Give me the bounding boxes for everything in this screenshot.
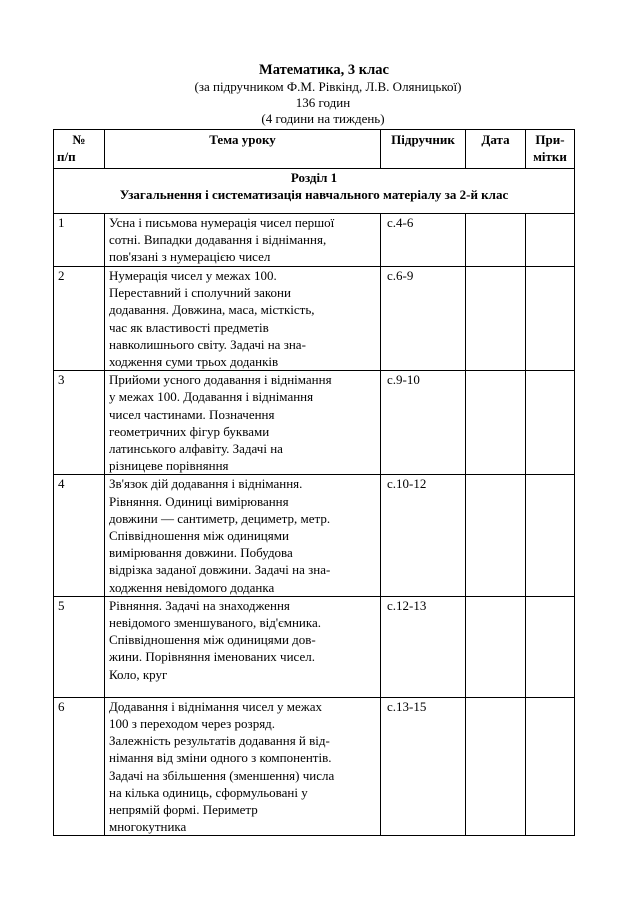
document-header [0, 62, 638, 127]
lesson-notes [526, 267, 575, 371]
lesson-topic-line: німання від зміни одного з компонентів. [109, 750, 332, 766]
column-header-number-line1: № [72, 132, 86, 147]
lesson-textbook-pages: с.4-6 [381, 214, 466, 267]
lesson-topic-line: непрямій формі. Периметр [109, 802, 258, 818]
lesson-date [466, 475, 526, 596]
lesson-plan-table [53, 129, 575, 836]
lesson-topic-line: у межах 100. Додавання і віднімання [109, 389, 314, 405]
lesson-topic-line: довжини — сантиметр, дециметр, метр. [109, 510, 331, 526]
lesson-notes [526, 214, 575, 267]
lesson-topic-line: геометричних фігур буквами [109, 423, 270, 439]
hours-per-week: (4 години на тиждень) [261, 111, 385, 126]
lesson-topic-line: Нумерація чисел у межах 100. [109, 268, 277, 283]
lesson-topic [105, 371, 381, 475]
lesson-date [466, 371, 526, 475]
column-header-notes [526, 130, 575, 169]
section-title: Розділ 1 [290, 170, 338, 185]
section-subtitle: Узагальнення і систематизація навчального матеріалу за 2-й клас [119, 187, 509, 203]
lesson-topic-line: відрізка заданої довжини. Задачі на зна- [109, 562, 331, 578]
table-header-row [54, 130, 575, 169]
table-row [54, 267, 575, 371]
lesson-date [466, 596, 526, 697]
column-header-number-line2: п/п [57, 149, 76, 164]
section-heading [54, 169, 575, 214]
column-header-notes-line2: мітки [533, 149, 567, 164]
lesson-topic-line: Усна і письмова нумерація чисел першої [109, 215, 335, 230]
lesson-topic-line: Зв'язок дій додавання і віднімання. [109, 476, 303, 492]
lesson-number: 2 [54, 267, 105, 371]
lesson-topic-line: невідомого зменшуваного, від'ємника. [109, 615, 322, 631]
column-header-number [54, 130, 105, 169]
lesson-number: 5 [54, 596, 105, 697]
column-header-notes-line1: При- [535, 132, 565, 147]
lesson-topic-line: латинського алфавіту. Задачі на [109, 441, 283, 457]
lesson-topic-line: Залежність результатів додавання й від- [109, 733, 330, 749]
lesson-date [466, 697, 526, 836]
lesson-topic [105, 267, 381, 371]
lesson-topic-line: Задачі на збільшення (зменшення) числа [109, 767, 335, 783]
lesson-topic-line: Рівняння. Задачі на знаходження [109, 597, 290, 613]
lesson-textbook-pages: с.9-10 [381, 371, 466, 475]
lesson-topic-line: пов'язані з нумерацією чисел [109, 249, 271, 265]
lesson-notes [526, 596, 575, 697]
lesson-topic-line: чисел частинами. Позначення [109, 406, 275, 422]
lesson-number: 6 [54, 697, 105, 836]
textbook-reference: (за підручником Ф.М. Рівкінд, Л.В. Оляницької) [194, 79, 462, 94]
lesson-topic [105, 214, 381, 267]
table-row [54, 697, 575, 836]
column-header-topic: Тема уроку [105, 130, 381, 169]
lesson-topic-line: сотні. Випадки додавання і віднімання, [109, 232, 327, 248]
lesson-topic-line: Коло, круг [109, 666, 168, 682]
lesson-topic-line: Додавання і віднімання чисел у межах [109, 698, 323, 714]
lesson-topic-line: додавання. Довжина, маса, місткість, [109, 302, 315, 318]
lesson-textbook-pages: с.10-12 [381, 475, 466, 596]
lesson-textbook-pages: с.6-9 [381, 267, 466, 371]
lesson-notes [526, 371, 575, 475]
total-hours: 136 годин [295, 95, 351, 110]
lesson-topic-line: 100 з переходом через розряд. [109, 716, 276, 732]
lesson-topic [105, 475, 381, 596]
lesson-topic-line: Прийоми усного додавання і віднімання [109, 372, 332, 388]
lesson-topic [105, 596, 381, 697]
lesson-topic-line: ходження невідомого доданка [109, 579, 275, 595]
page-title: Математика, 3 клас [259, 62, 389, 78]
table-row [54, 214, 575, 267]
lesson-topic-line: Співвідношення між одиницями [109, 528, 289, 544]
lesson-notes [526, 475, 575, 596]
lesson-date [466, 267, 526, 371]
lesson-date [466, 214, 526, 267]
lesson-number: 4 [54, 475, 105, 596]
lesson-textbook-pages: с.12-13 [381, 596, 466, 697]
lesson-topic-line: на кілька одиниць, сформульовані у [109, 784, 308, 800]
section-row [54, 169, 575, 214]
lesson-topic-line: навколишнього світу. Задачі на зна- [109, 336, 306, 352]
lesson-topic-line: ходження суми трьох доданків [109, 354, 279, 370]
lesson-topic-line: Переставний і сполучний закони [109, 285, 291, 301]
lesson-topic-line: жини. Порівняння іменованих чисел. [109, 649, 315, 665]
lesson-topic-line: Співвідношення між одиницями дов- [109, 632, 316, 648]
lesson-textbook-pages: с.13-15 [381, 697, 466, 836]
column-header-textbook: Підручник [381, 130, 466, 169]
lesson-topic-line: Рівняння. Одиниці вимірювання [109, 493, 289, 509]
table-row [54, 475, 575, 596]
table-row [54, 596, 575, 697]
lesson-notes [526, 697, 575, 836]
lesson-topic-line: вимірювання довжини. Побудова [109, 545, 293, 561]
lesson-topic-line: різницеве порівняння [109, 458, 229, 474]
table-row [54, 371, 575, 475]
lesson-topic-line: час як властивості предметів [109, 319, 269, 335]
lesson-number: 3 [54, 371, 105, 475]
lesson-topic-line: многокутника [109, 819, 187, 835]
lesson-topic [105, 697, 381, 836]
column-header-date: Дата [466, 130, 526, 169]
lesson-number: 1 [54, 214, 105, 267]
